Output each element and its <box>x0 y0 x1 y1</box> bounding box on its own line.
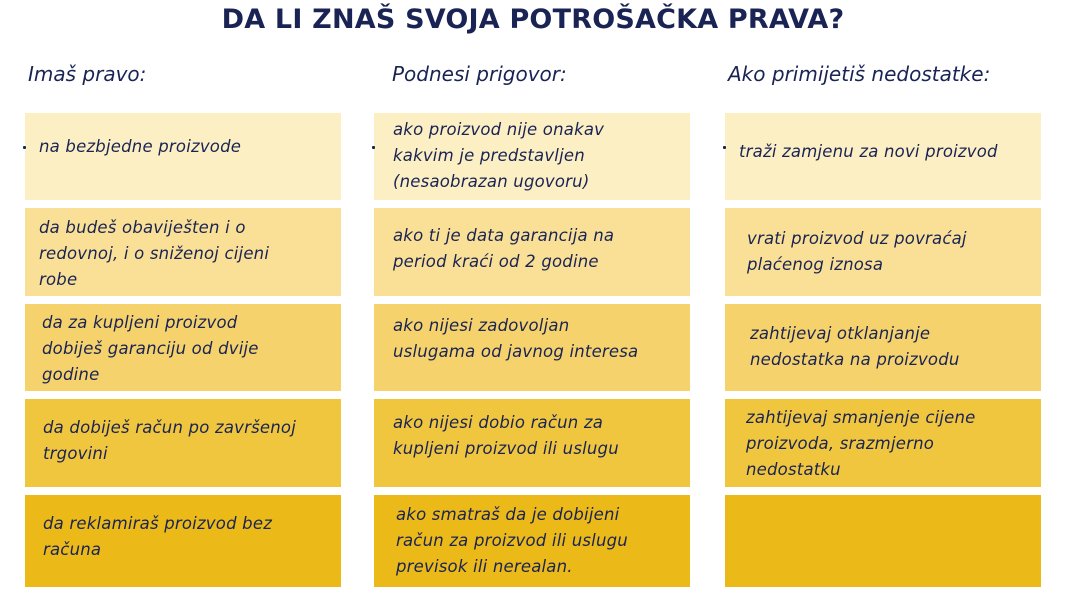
defects-box-3 <box>725 304 1041 391</box>
box-text: da dobiješ račun po završenoj trgovini <box>43 418 296 463</box>
column-heading-rights: Imaš pravo: <box>28 62 147 86</box>
defects-box-4 <box>725 399 1041 487</box>
complaint-box-4 <box>374 399 690 487</box>
rights-box-5 <box>25 495 341 587</box>
complaint-box-2 <box>374 208 690 296</box>
rights-box-1 <box>25 113 341 200</box>
box-text: da budeš obaviješten i o redovnoj, i o sniženoj cijeni robe <box>39 218 270 289</box>
complaint-box-5 <box>374 495 690 587</box>
complaint-box-1 <box>374 113 690 200</box>
defects-box-5 <box>725 495 1041 587</box>
rights-box-2 <box>25 208 341 296</box>
box-text: da za kupljeni proizvod dobiješ garanciju od dvije godine <box>42 313 259 384</box>
rights-box-4 <box>25 399 341 487</box>
complaint-box-3 <box>374 304 690 391</box>
box-text: traži zamjenu za novi proizvod <box>739 142 998 161</box>
box-text: vrati proizvod uz povraćaj plaćenog iznosa <box>747 229 967 274</box>
column-heading-defects: Ako primijetiš nedostatke: <box>728 62 991 86</box>
box-text: zahtijevaj smanjenje cijene proizvoda, srazmjerno nedostatku <box>746 408 976 479</box>
defects-box-2 <box>725 208 1041 296</box>
box-text: ako nijesi zadovoljan uslugama od javnog interesa <box>393 316 639 361</box>
rights-box-3 <box>25 304 341 391</box>
decorative-tick <box>23 146 26 149</box>
box-text: ako nijesi dobio račun za kupljeni proizvod ili uslugu <box>393 413 619 458</box>
box-text: zahtijevaj otklanjanje nedostatka na proizvodu <box>750 324 960 369</box>
box-text: da reklamiraš proizvod bez računa <box>43 514 273 559</box>
page-title: DA LI ZNAŠ SVOJA POTROŠAČKA PRAVA? <box>221 4 845 35</box>
box-text: na bezbjedne proizvode <box>39 137 242 156</box>
box-text: ako proizvod nije onakav kakvim je predstavljen (nesaobrazan ugovoru) <box>393 120 605 191</box>
decorative-tick <box>723 146 726 149</box>
box-text: ako smatraš da je dobijeni račun za proizvod ili uslugu previsok ili nerealan. <box>396 505 628 576</box>
column-heading-complaint: Podnesi prigovor: <box>392 62 567 86</box>
decorative-tick <box>372 146 375 149</box>
defects-box-1 <box>725 113 1041 200</box>
box-text: ako ti je data garancija na period kraći od 2 godine <box>393 226 615 271</box>
